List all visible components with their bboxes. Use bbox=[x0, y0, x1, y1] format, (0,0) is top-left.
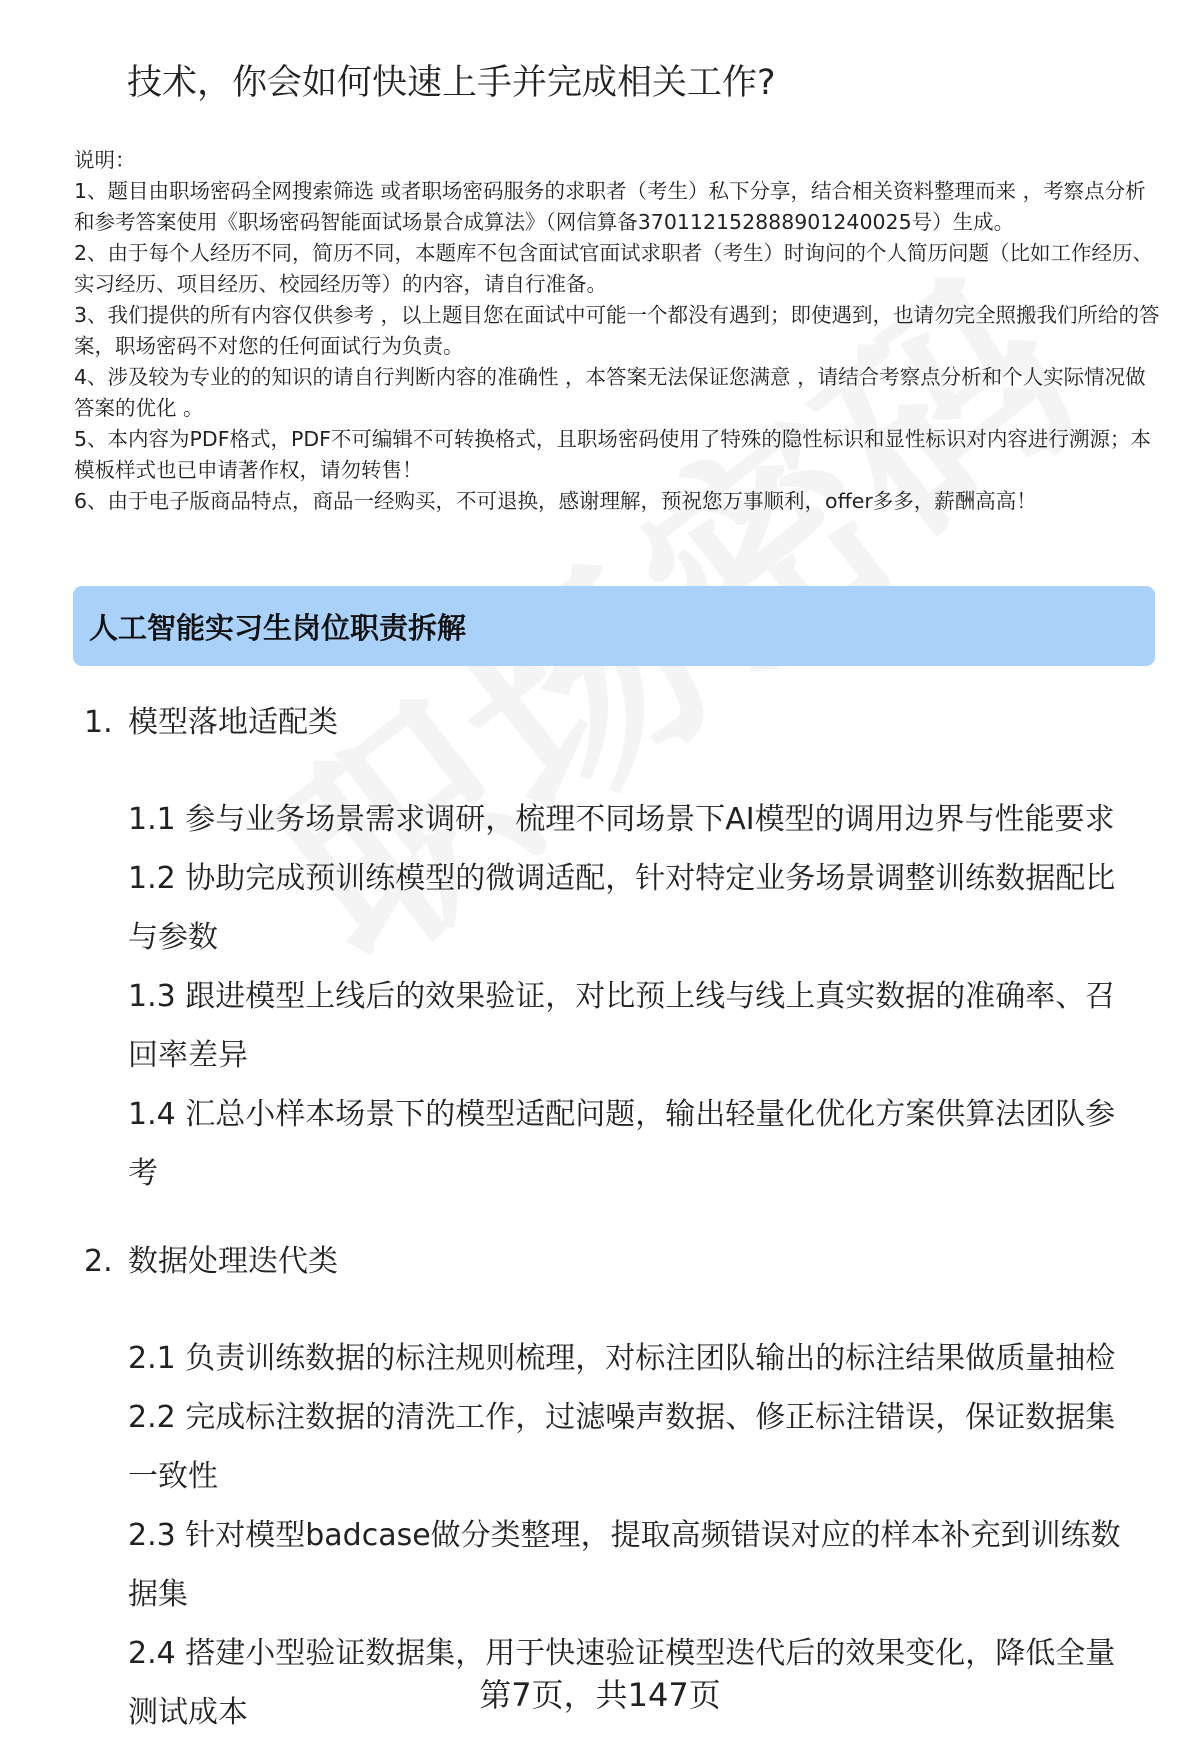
note-item: 4、涉及较为专业的的知识的请自行判断内容的准确性 ，本答案无法保证您满意 ，请结合考察点分析和个人实际情况做答案的优化 。 bbox=[74, 365, 1146, 420]
duties-content bbox=[84, 700, 1144, 1742]
duty-group bbox=[84, 700, 1144, 1203]
page-number: 第7页，共147页 bbox=[479, 1676, 721, 1714]
duty-item: 2.3 针对模型badcase做分类整理，提取高频错误对应的样本补充到训练数据集 bbox=[128, 1518, 1121, 1612]
group-number: 2. bbox=[84, 1244, 113, 1279]
notes-block bbox=[74, 145, 1164, 517]
notes-heading: 说明： bbox=[74, 148, 136, 172]
group-heading bbox=[84, 700, 1144, 746]
group-title: 模型落地适配类 bbox=[128, 705, 338, 740]
group-title: 数据处理迭代类 bbox=[128, 1244, 338, 1279]
note-item: 6、由于电子版商品特点，商品一经购买，不可退换，感谢理解，预祝您万事顺利，offer多多，薪酬高高！ bbox=[74, 489, 1037, 513]
note-item: 5、本内容为PDF格式，PDF不可编辑不可转换格式，且职场密码使用了特殊的隐性标识和显性标识对内容进行溯源；本模板样式也已申请著作权，请勿转售！ bbox=[74, 427, 1151, 482]
duty-item: 1.1 参与业务场景需求调研，梳理不同场景下AI模型的调用边界与性能要求 bbox=[128, 802, 1115, 837]
duty-item: 2.4 搭建小型验证数据集，用于快速验证模型迭代后的效果变化，降低全量测试成本 bbox=[128, 1636, 1116, 1730]
duty-item: 2.1 负责训练数据的标注规则梳理，对标注团队输出的标注结果做质量抽检 bbox=[128, 1341, 1116, 1376]
question-text: 技术，你会如何快速上手并完成相关工作? bbox=[127, 63, 776, 103]
duty-list bbox=[128, 790, 1144, 1203]
note-item: 2、由于每个人经历不同，简历不同，本题库不包含面试官面试求职者（考生）时询问的个人简历问题（比如工作经历、实习经历、项目经历、校园经历等）的内容，请自行准备。 bbox=[74, 241, 1154, 296]
group-number: 1. bbox=[84, 705, 113, 740]
duty-item: 1.2 协助完成预训练模型的微调适配，针对特定业务场景调整训练数据配比与参数 bbox=[128, 861, 1116, 955]
duty-item: 2.2 完成标注数据的清洗工作，过滤噪声数据、修正标注错误，保证数据集一致性 bbox=[128, 1400, 1116, 1494]
note-item: 1、题目由职场密码全网搜索筛选 或者职场密码服务的求职者（考生）私下分享，结合相关资料整理而来 ，考察点分析和参考答案使用《职场密码智能面试场景合成算法》（网信算备370112152888901240025号）生成。 bbox=[74, 179, 1146, 234]
duty-item: 1.3 跟进模型上线后的效果验证，对比预上线与线上真实数据的准确率、召回率差异 bbox=[128, 979, 1116, 1073]
group-heading bbox=[84, 1239, 1144, 1285]
note-item: 3、我们提供的所有内容仅供参考 ，以上题目您在面试中可能一个都没有遇到；即使遇到，也请勿完全照搬我们所给的答案，职场密码不对您的任何面试行为负责。 bbox=[74, 303, 1160, 358]
section-header bbox=[73, 586, 1155, 666]
section-title: 人工智能实习生岗位职责拆解 bbox=[89, 610, 467, 645]
duty-item: 1.4 汇总小样本场景下的模型适配问题，输出轻量化优化方案供算法团队参考 bbox=[128, 1097, 1116, 1191]
duty-group bbox=[84, 1239, 1144, 1742]
